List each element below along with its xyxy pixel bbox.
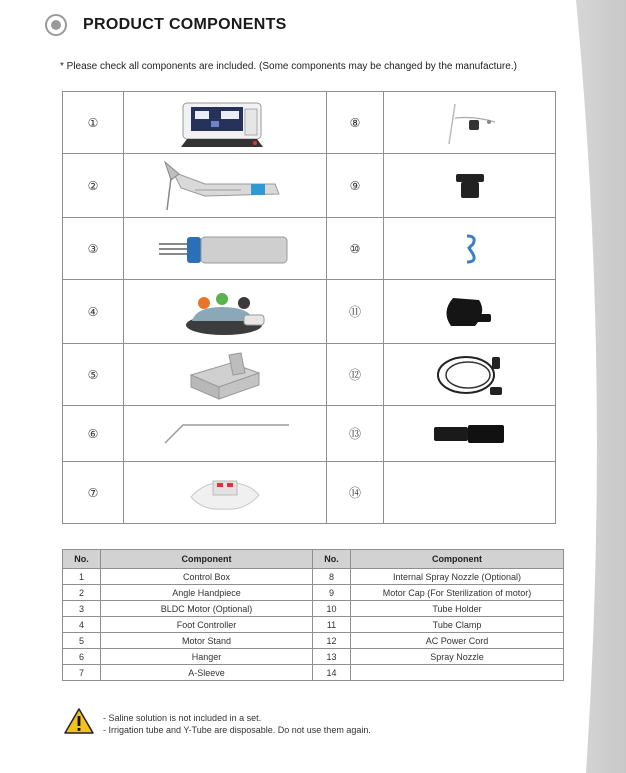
control-box-image <box>124 92 327 154</box>
decorative-side-band <box>576 0 626 773</box>
grid-row <box>63 154 556 218</box>
section-header <box>45 14 287 36</box>
table-row <box>63 649 564 665</box>
grid-row <box>63 406 556 462</box>
table-cell: 3 <box>63 601 101 617</box>
table-row <box>63 633 564 649</box>
table-cell: Motor Cap (For Sterilization of motor) <box>351 585 564 601</box>
grid-number: ③ <box>63 218 124 280</box>
table-row <box>63 617 564 633</box>
grid-number: ⑧ <box>327 92 384 154</box>
table-cell: Internal Spray Nozzle (Optional) <box>351 569 564 585</box>
table-cell: 8 <box>313 569 351 585</box>
grid-row <box>63 280 556 344</box>
table-cell: 12 <box>313 633 351 649</box>
table-row <box>63 585 564 601</box>
column-header: Component <box>101 550 313 569</box>
components-image-grid <box>62 91 556 524</box>
grid-number: ④ <box>63 280 124 344</box>
table-cell: Motor Stand <box>101 633 313 649</box>
column-header: No. <box>63 550 101 569</box>
table-cell: 6 <box>63 649 101 665</box>
table-cell: 9 <box>313 585 351 601</box>
table-cell: 14 <box>313 665 351 681</box>
foot-controller-image <box>124 280 327 344</box>
internal-spray-nozzle-image <box>384 92 556 154</box>
grid-number: ② <box>63 154 124 218</box>
warning-line: - Irrigation tube and Y-Tube are disposable. Do not use them again. <box>103 725 371 735</box>
table-row <box>63 665 564 681</box>
hanger-image <box>124 406 327 462</box>
table-cell: 4 <box>63 617 101 633</box>
table-cell: 11 <box>313 617 351 633</box>
page-title: PRODUCT COMPONENTS <box>83 16 287 33</box>
table-cell: Tube Holder <box>351 601 564 617</box>
table-cell: 13 <box>313 649 351 665</box>
warning-notes <box>103 712 371 736</box>
table-cell: Angle Handpiece <box>101 585 313 601</box>
circle-bullet-icon <box>45 14 67 36</box>
table-cell: 7 <box>63 665 101 681</box>
grid-row <box>63 218 556 280</box>
grid-number: ⑥ <box>63 406 124 462</box>
grid-row <box>63 92 556 154</box>
grid-row <box>63 344 556 406</box>
angle-handpiece-image <box>124 154 327 218</box>
tube-clamp-image <box>384 280 556 344</box>
components-list-table <box>62 549 564 681</box>
grid-number: ⑤ <box>63 344 124 406</box>
table-cell: Control Box <box>101 569 313 585</box>
grid-number: ⑬ <box>327 406 384 462</box>
grid-number: ① <box>63 92 124 154</box>
table-cell: A-Sleeve <box>101 665 313 681</box>
bldc-motor-image <box>124 218 327 280</box>
table-cell: 1 <box>63 569 101 585</box>
table-row <box>63 569 564 585</box>
table-cell: 5 <box>63 633 101 649</box>
table-cell: Hanger <box>101 649 313 665</box>
empty-image-cell <box>384 462 556 524</box>
table-cell: Spray Nozzle <box>351 649 564 665</box>
spray-nozzle-image <box>384 406 556 462</box>
motor-cap-image <box>384 154 556 218</box>
column-header: Component <box>351 550 564 569</box>
table-cell: BLDC Motor (Optional) <box>101 601 313 617</box>
table-cell: Foot Controller <box>101 617 313 633</box>
ac-power-cord-image <box>384 344 556 406</box>
grid-number: ⑪ <box>327 280 384 344</box>
grid-number: ⑭ <box>327 462 384 524</box>
table-cell: Tube Clamp <box>351 617 564 633</box>
table-cell: 10 <box>313 601 351 617</box>
warning-triangle-icon <box>64 707 94 740</box>
table-header-row <box>63 550 564 569</box>
grid-number: ⑨ <box>327 154 384 218</box>
grid-number: ⑦ <box>63 462 124 524</box>
column-header: No. <box>313 550 351 569</box>
table-cell: AC Power Cord <box>351 633 564 649</box>
warning-line: - Saline solution is not included in a set. <box>103 713 262 723</box>
grid-number: ⑩ <box>327 218 384 280</box>
table-cell <box>351 665 564 681</box>
grid-number: ⑫ <box>327 344 384 406</box>
grid-row <box>63 462 556 524</box>
check-note: * Please check all components are included. (Some components may be changed by the manufacture.) <box>60 61 517 72</box>
motor-stand-image <box>124 344 327 406</box>
tube-holder-image <box>384 218 556 280</box>
table-row <box>63 601 564 617</box>
a-sleeve-image <box>124 462 327 524</box>
table-cell: 2 <box>63 585 101 601</box>
